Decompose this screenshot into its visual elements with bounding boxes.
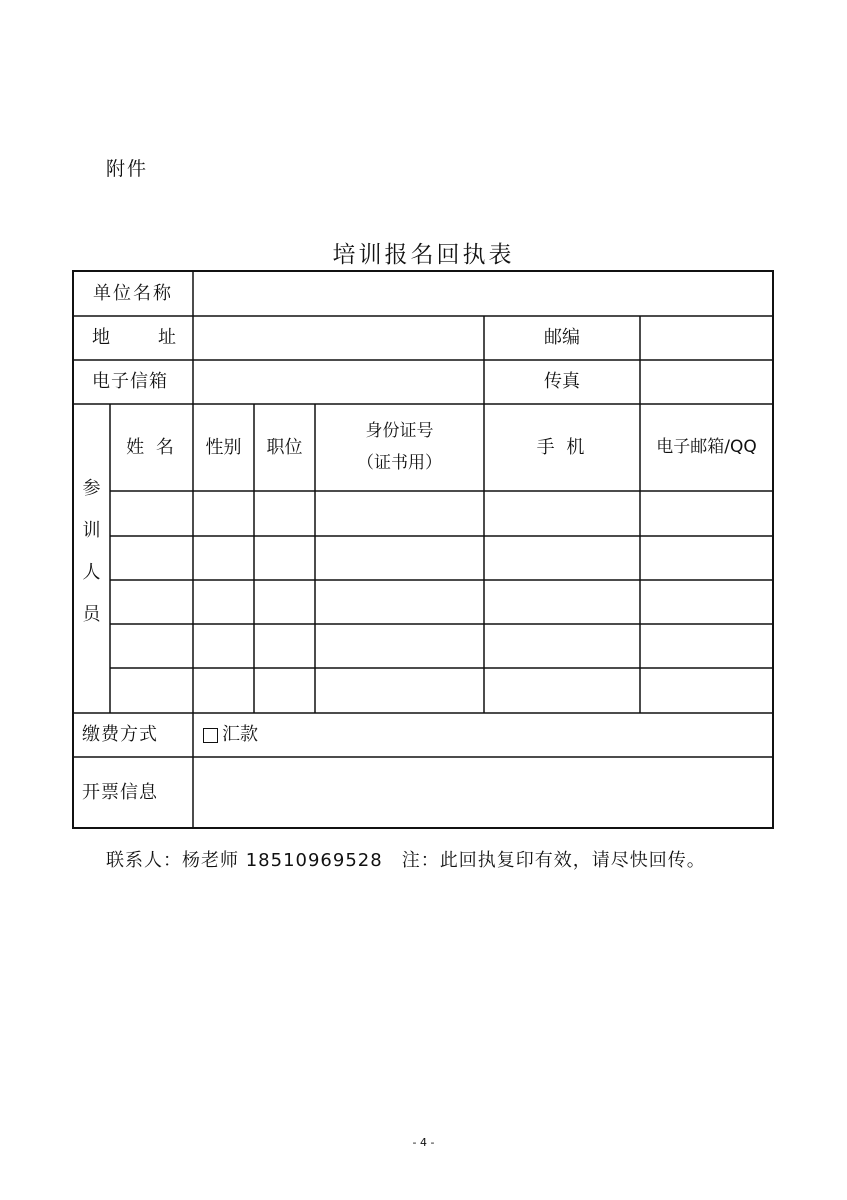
fax-field[interactable] — [640, 360, 773, 404]
page-number: - 4 - — [412, 1136, 435, 1149]
payment-option[interactable] — [203, 713, 258, 757]
form-title: 培训报名回执表 — [332, 242, 515, 268]
footer-note: 联系人：杨老师 18510969528 注：此回执复印有效，请尽快回传。 — [106, 850, 706, 871]
unit-name-field[interactable] — [193, 271, 773, 316]
postcode-label: 邮编 — [544, 327, 580, 348]
payment-label: 缴费方式 — [82, 724, 158, 745]
checkbox-icon[interactable] — [203, 728, 218, 743]
address-label: 地 址 — [92, 327, 180, 348]
attachment-label: 附件 — [106, 158, 149, 180]
fax-label: 传真 — [544, 371, 580, 392]
column-name: 姓 名 — [126, 436, 177, 458]
invoice-label: 开票信息 — [82, 781, 158, 803]
participants-label-char: 员 — [82, 603, 101, 625]
postcode-field[interactable] — [640, 316, 773, 360]
column-mobile: 手 机 — [536, 436, 588, 458]
address-field[interactable] — [193, 316, 484, 360]
column-position: 职位 — [266, 436, 303, 458]
column-id-number-line1: 身份证号 — [365, 421, 434, 442]
column-email-qq: 电子邮箱/QQ — [656, 437, 757, 457]
participants-label-char: 人 — [82, 561, 101, 583]
email-field[interactable] — [193, 360, 484, 404]
invoice-field[interactable] — [193, 757, 773, 828]
column-gender: 性别 — [205, 436, 242, 458]
payment-option-label: 汇款 — [222, 724, 258, 745]
column-id-number-line2: （证书用） — [357, 452, 442, 473]
email-label: 电子信箱 — [92, 371, 168, 392]
unit-name-label: 单位名称 — [93, 282, 173, 304]
column-id-number — [315, 404, 484, 491]
participants-label-char: 训 — [82, 519, 101, 541]
participants-label-char: 参 — [82, 477, 101, 499]
participants-section-label — [73, 404, 110, 713]
